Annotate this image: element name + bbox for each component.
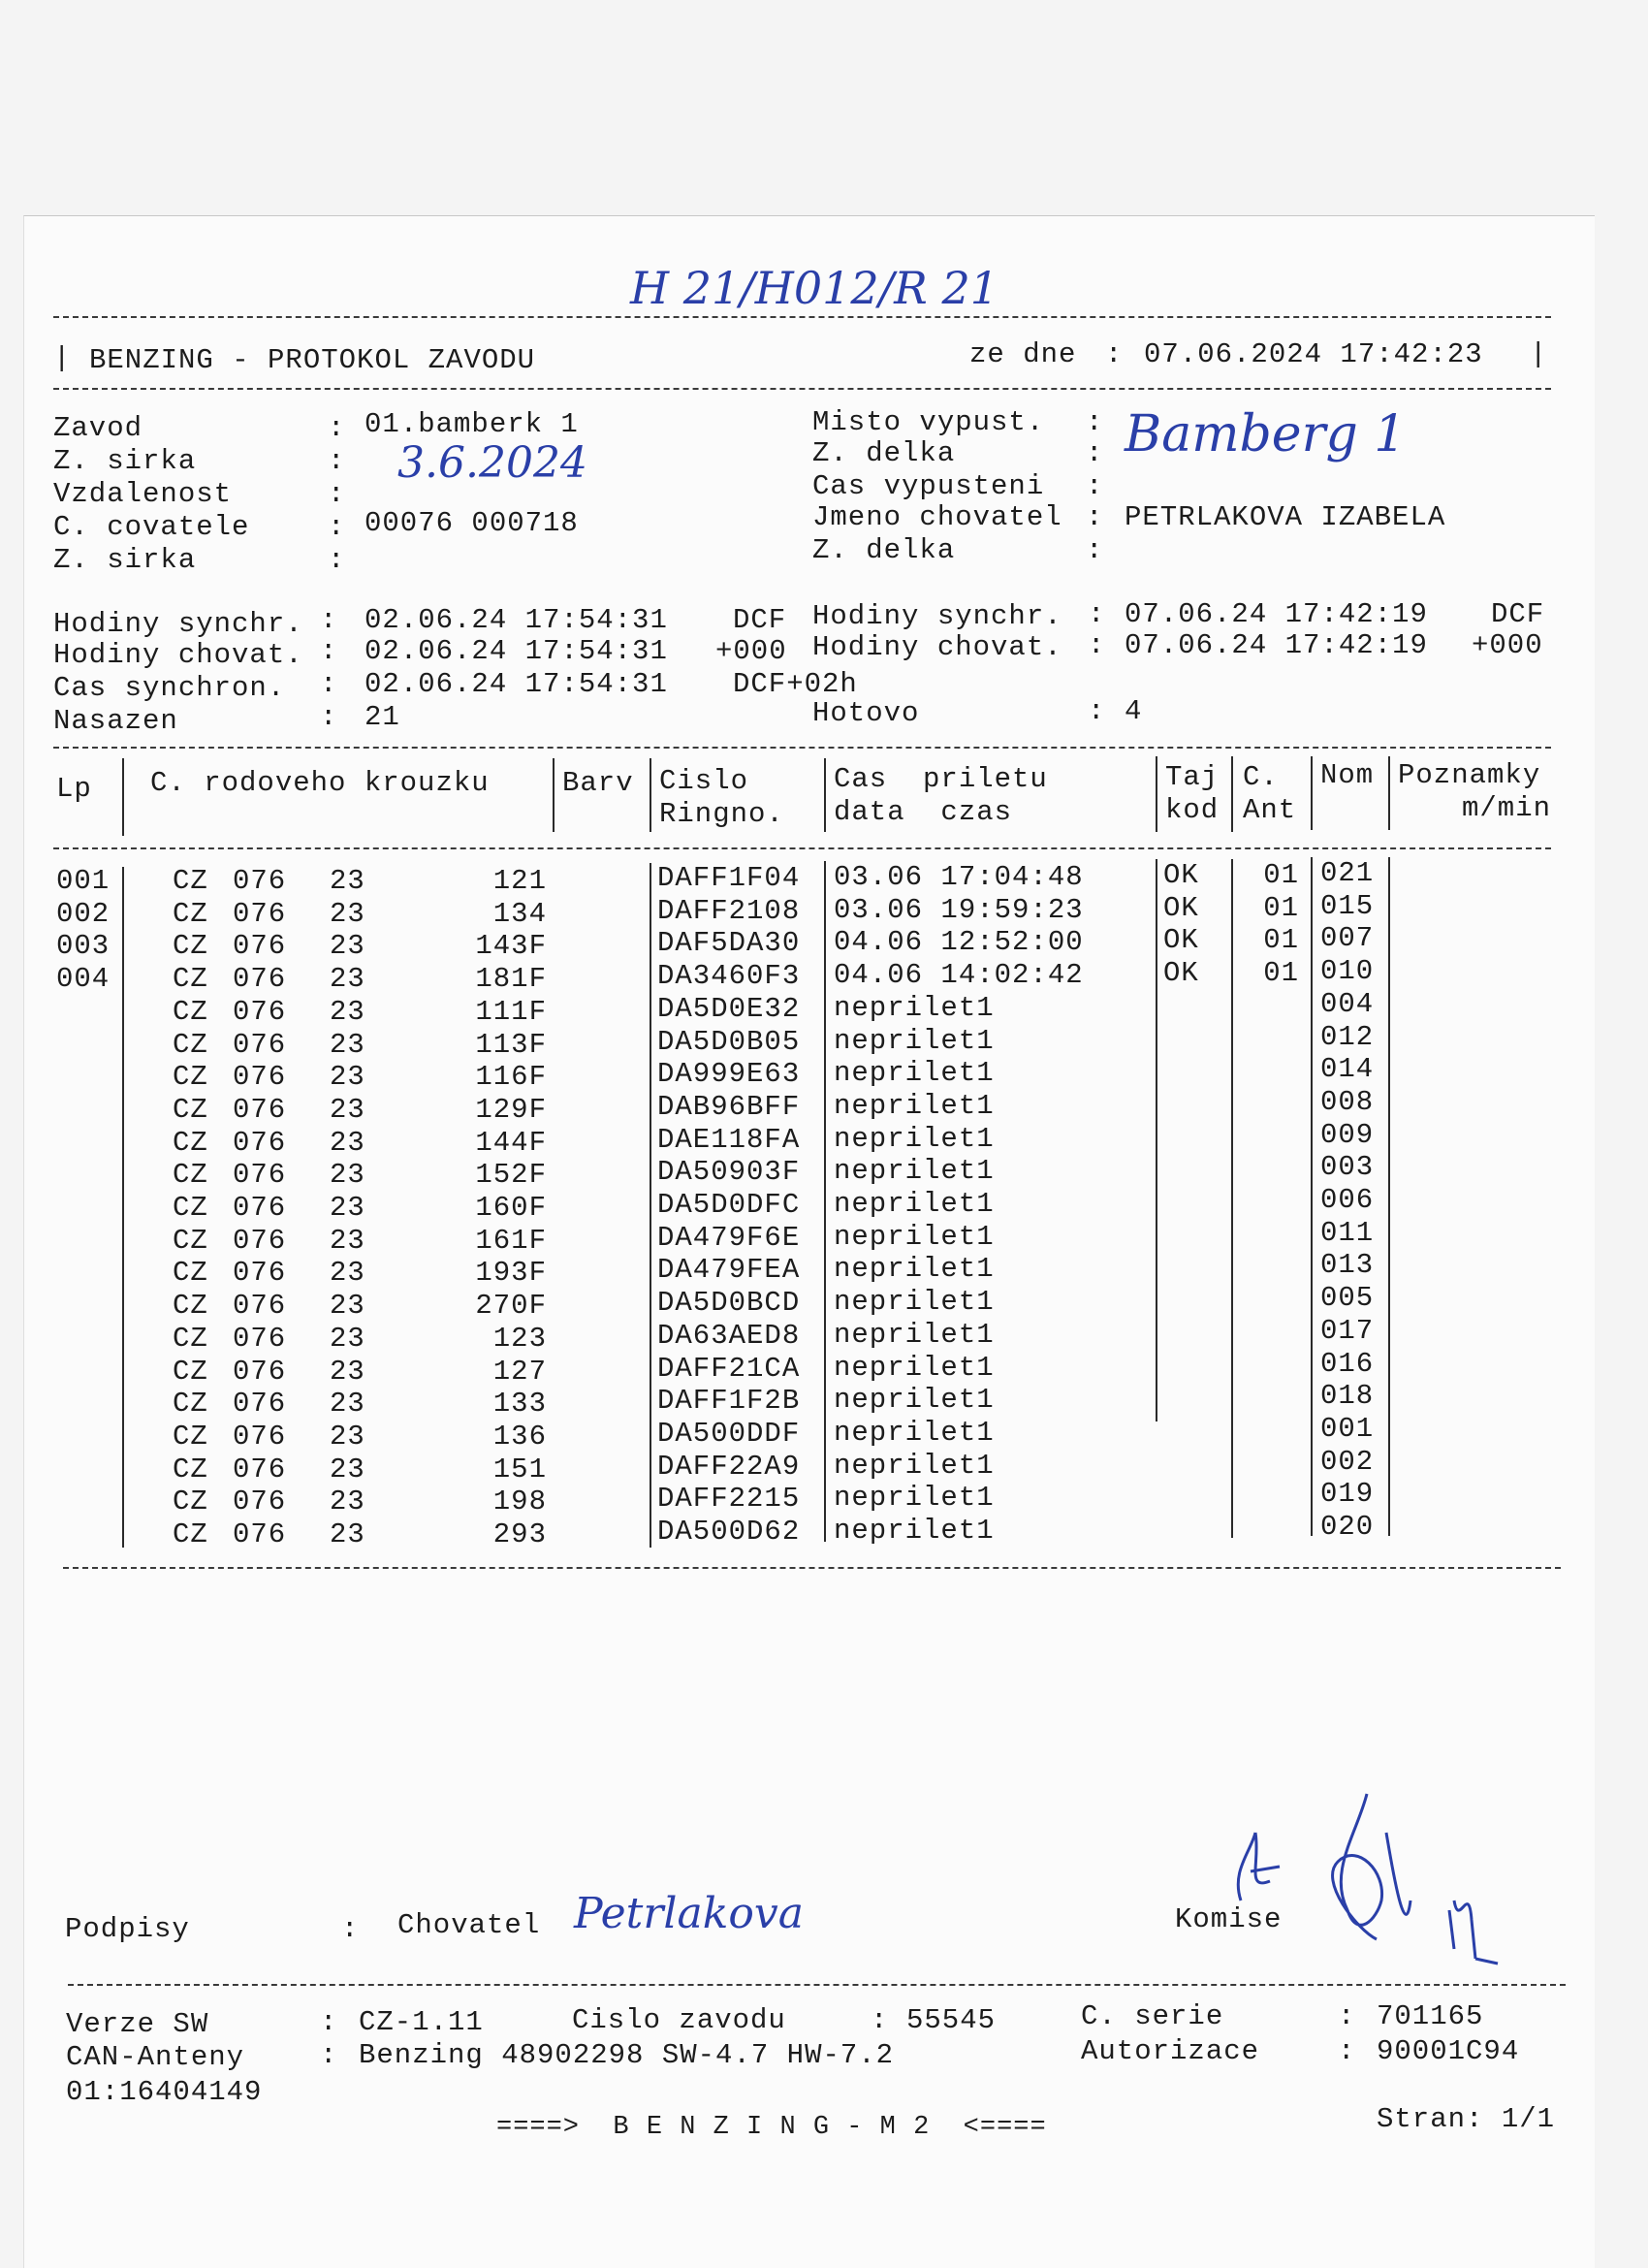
sync-label: Hodiny chovat.	[53, 639, 303, 671]
cell-chip: DAFF21CA	[657, 1353, 801, 1385]
cell-chip: DA500DDF	[657, 1418, 801, 1450]
commission-sign-label: Komise	[1175, 1903, 1283, 1935]
cell-antenna: 01	[1263, 892, 1299, 924]
page-title: BENZING - PROTOKOL ZAVODU	[89, 344, 536, 376]
cell-chip: DAF5DA30	[657, 927, 801, 959]
handwritten-place: Bamberg 1	[1125, 405, 1407, 463]
divider	[53, 388, 1551, 390]
sync-label: Cas synchron.	[53, 672, 286, 704]
cell-nom: 008	[1320, 1086, 1375, 1118]
cell-ring-number: 160F	[475, 1192, 547, 1224]
cell-ring-number: 193F	[475, 1257, 547, 1289]
cell-country: CZ	[173, 1127, 208, 1159]
can-colon: :	[320, 2039, 338, 2071]
auth-colon: :	[1338, 2035, 1356, 2067]
cell-org: 076	[233, 1518, 287, 1550]
cell-year: 23	[330, 898, 365, 930]
cell-year: 23	[330, 1485, 365, 1517]
sync-value: 4	[1125, 695, 1143, 727]
cell-org: 076	[233, 1029, 287, 1061]
column-separator	[122, 867, 124, 1548]
info-label: Z. sirka	[53, 544, 197, 576]
cell-country: CZ	[173, 1421, 208, 1453]
cell-ring-number: 129F	[475, 1094, 547, 1126]
info-value: PETRLAKOVA IZABELA	[1125, 501, 1446, 533]
info-colon: :	[1086, 437, 1104, 469]
auth-label: Autorizace	[1081, 2035, 1260, 2067]
col-header-cas-2: data czas	[834, 796, 1013, 828]
cell-ring-number: 181F	[475, 963, 547, 995]
sw-colon: :	[320, 2006, 338, 2038]
cell-chip: DA999E63	[657, 1058, 801, 1090]
cell-country: CZ	[173, 1356, 208, 1388]
cell-year: 23	[330, 1094, 365, 1126]
cell-ring-number: 134	[492, 898, 547, 930]
cell-year: 23	[330, 1029, 365, 1061]
cell-code: OK	[1163, 924, 1199, 956]
column-separator	[650, 758, 651, 832]
cell-org: 076	[233, 1257, 287, 1289]
col-header-ring: C. rodoveho krouzku	[150, 767, 490, 799]
date-colon: :	[1105, 338, 1124, 370]
cell-chip: DAFF2215	[657, 1483, 801, 1515]
sync-colon: :	[1088, 598, 1106, 630]
cell-chip: DAE118FA	[657, 1124, 801, 1156]
cell-year: 23	[330, 1453, 365, 1485]
cell-arrival: neprilet1	[834, 1188, 995, 1220]
column-separator	[824, 758, 826, 832]
cell-ring-number: 293	[492, 1518, 547, 1550]
column-separator	[1231, 859, 1233, 1538]
cell-chip: DA5D0B05	[657, 1026, 801, 1058]
breeder-signature: Petrlakova	[574, 1889, 804, 1938]
cell-country: CZ	[173, 1192, 208, 1224]
sync-label: Nasazen	[53, 705, 178, 737]
sw-label: Verze SW	[66, 2008, 209, 2040]
info-colon: :	[1086, 501, 1104, 533]
cell-org: 076	[233, 1453, 287, 1485]
cell-antenna: 01	[1263, 859, 1299, 891]
cell-arrival: neprilet1	[834, 1025, 995, 1057]
cell-nom: 016	[1320, 1348, 1375, 1380]
cell-chip: DAFF2108	[657, 895, 801, 927]
cell-country: CZ	[173, 1061, 208, 1093]
info-label: Cas vypusteni	[812, 470, 1045, 502]
sync-value: 02.06.24 17:54:31	[364, 668, 668, 700]
sync-label: Hotovo	[812, 697, 920, 729]
divider	[68, 1984, 1566, 1986]
cell-country: CZ	[173, 1159, 208, 1191]
info-label: Jmeno chovatel	[812, 501, 1062, 533]
sync-suffix: +000	[715, 635, 787, 667]
cell-nom: 017	[1320, 1315, 1375, 1347]
sync-label: Hodiny chovat.	[812, 631, 1062, 663]
cell-lp: 004	[56, 963, 111, 995]
cell-chip: DAFF22A9	[657, 1451, 801, 1483]
info-colon: :	[1086, 534, 1104, 566]
cell-org: 076	[233, 1159, 287, 1191]
cell-country: CZ	[173, 1094, 208, 1126]
cell-code: OK	[1163, 859, 1199, 891]
cell-nom: 009	[1320, 1119, 1375, 1151]
cell-org: 076	[233, 1094, 287, 1126]
col-header-taj-2: kod	[1165, 794, 1220, 826]
sync-suffix: +000	[1472, 629, 1543, 661]
sync-value: 07.06.24 17:42:19	[1125, 598, 1428, 630]
sync-colon: :	[320, 701, 338, 733]
sync-suffix: DCF	[733, 604, 787, 636]
cell-nom: 018	[1320, 1380, 1375, 1412]
info-label: Z. delka	[812, 534, 956, 566]
cell-year: 23	[330, 1388, 365, 1420]
column-separator	[1156, 756, 1157, 832]
page-number: Stran: 1/1	[1377, 2103, 1556, 2135]
col-header-c: C.	[1243, 761, 1279, 793]
column-separator	[1231, 756, 1233, 832]
cell-chip: DA5D0DFC	[657, 1189, 801, 1221]
cell-nom: 005	[1320, 1282, 1375, 1314]
cell-arrival: neprilet1	[834, 1286, 995, 1318]
cell-arrival: neprilet1	[834, 1123, 995, 1155]
info-colon: :	[328, 544, 346, 576]
info-colon: :	[1086, 470, 1104, 502]
column-separator	[1388, 857, 1390, 1536]
info-label: Z. delka	[812, 437, 956, 469]
cell-year: 23	[330, 1159, 365, 1191]
info-label: Vzdalenost	[53, 478, 233, 510]
info-colon: :	[1086, 406, 1104, 438]
cell-country: CZ	[173, 930, 208, 962]
cell-chip: DA63AED8	[657, 1320, 801, 1352]
cell-arrival: 03.06 19:59:23	[834, 894, 1084, 926]
sync-suffix: DCF+02h	[733, 668, 858, 700]
header-bar-right: |	[1530, 338, 1548, 370]
sync-colon: :	[1088, 695, 1106, 727]
divider	[53, 316, 1551, 318]
cell-ring-number: 270F	[475, 1290, 547, 1322]
cell-nom: 013	[1320, 1249, 1375, 1281]
info-colon: :	[328, 412, 346, 444]
cell-org: 076	[233, 865, 287, 897]
col-header-cas: Cas priletu	[834, 763, 1048, 795]
cell-ring-number: 121	[492, 865, 547, 897]
cell-year: 23	[330, 1127, 365, 1159]
cell-org: 076	[233, 996, 287, 1028]
signatures-colon: :	[341, 1913, 360, 1945]
cell-year: 23	[330, 1257, 365, 1289]
cell-country: CZ	[173, 865, 208, 897]
sync-colon: :	[320, 635, 338, 667]
cell-ring-number: 144F	[475, 1127, 547, 1159]
sync-colon: :	[320, 604, 338, 636]
race-number-value: 55545	[906, 2004, 997, 2036]
cell-arrival: neprilet1	[834, 1319, 995, 1351]
cell-country: CZ	[173, 1257, 208, 1289]
race-number-colon: :	[871, 2004, 889, 2036]
cell-nom: 015	[1320, 890, 1375, 922]
cell-arrival: neprilet1	[834, 1253, 995, 1285]
cell-arrival: neprilet1	[834, 1384, 995, 1416]
cell-arrival: neprilet1	[834, 1090, 995, 1122]
info-label: C. covatele	[53, 511, 250, 543]
col-header-pozn: Poznamky	[1398, 759, 1541, 791]
divider	[63, 1567, 1561, 1569]
cell-nom: 011	[1320, 1217, 1375, 1249]
divider	[53, 747, 1551, 749]
cell-chip: DA500D62	[657, 1516, 801, 1548]
cell-nom: 021	[1320, 857, 1375, 889]
cell-year: 23	[330, 996, 365, 1028]
cell-ring-number: 123	[492, 1323, 547, 1355]
cell-org: 076	[233, 898, 287, 930]
cell-chip: DA50903F	[657, 1156, 801, 1188]
col-header-nom: Nom	[1320, 759, 1375, 791]
cell-nom: 003	[1320, 1151, 1375, 1183]
cell-antenna: 01	[1263, 957, 1299, 989]
info-label: Z. sirka	[53, 445, 197, 477]
cell-org: 076	[233, 1356, 287, 1388]
column-separator	[1311, 756, 1313, 830]
cell-chip: DA5D0BCD	[657, 1287, 801, 1319]
cell-ring-number: 161F	[475, 1225, 547, 1257]
info-value: 00076 000718	[364, 507, 579, 539]
cell-arrival: neprilet1	[834, 992, 995, 1024]
col-header-cislo-2: Ringno.	[659, 798, 784, 830]
cell-year: 23	[330, 865, 365, 897]
cell-arrival: neprilet1	[834, 1417, 995, 1449]
cell-country: CZ	[173, 898, 208, 930]
cell-nom: 014	[1320, 1053, 1375, 1085]
cell-lp: 003	[56, 930, 111, 962]
col-header-cislo: Cislo	[659, 765, 749, 797]
cell-year: 23	[330, 1192, 365, 1224]
sync-label: Hodiny synchr.	[812, 600, 1062, 632]
can-label: CAN-Anteny	[66, 2041, 245, 2073]
sync-value: 21	[364, 701, 400, 733]
handwritten-date: 3.6.2024	[397, 438, 587, 488]
serial-colon: :	[1338, 2000, 1356, 2032]
cell-year: 23	[330, 930, 365, 962]
cell-arrival: neprilet1	[834, 1221, 995, 1253]
header-bar-left: |	[53, 342, 72, 374]
cell-year: 23	[330, 1518, 365, 1550]
cell-year: 23	[330, 963, 365, 995]
sync-colon: :	[320, 668, 338, 700]
sync-value: 02.06.24 17:54:31	[364, 635, 668, 667]
info-label: Misto vypust.	[812, 406, 1045, 438]
cell-arrival: neprilet1	[834, 1482, 995, 1514]
handwritten-code: H 21/H012/R 21	[630, 262, 998, 314]
cell-chip: DAFF1F2B	[657, 1385, 801, 1417]
cell-ring-number: 133	[492, 1388, 547, 1420]
sync-value: 02.06.24 17:54:31	[364, 604, 668, 636]
cell-nom: 012	[1320, 1021, 1375, 1053]
cell-chip: DAB96BFF	[657, 1091, 801, 1123]
cell-lp: 002	[56, 898, 111, 930]
cell-country: CZ	[173, 963, 208, 995]
cell-code: OK	[1163, 892, 1199, 924]
cell-year: 23	[330, 1225, 365, 1257]
breeder-sign-label: Chovatel	[397, 1909, 541, 1941]
cell-arrival: neprilet1	[834, 1515, 995, 1547]
cell-arrival: neprilet1	[834, 1057, 995, 1089]
cell-nom: 019	[1320, 1478, 1375, 1510]
col-header-taj: Taj	[1165, 761, 1220, 793]
can-value: Benzing 48902298 SW-4.7 HW-7.2	[359, 2039, 895, 2071]
cell-country: CZ	[173, 1323, 208, 1355]
cell-ring-number: 111F	[475, 996, 547, 1028]
cell-arrival: neprilet1	[834, 1450, 995, 1482]
cell-ring-number: 136	[492, 1421, 547, 1453]
info-value: 01.bamberk 1	[364, 408, 579, 440]
cell-org: 076	[233, 1127, 287, 1159]
cell-chip: DA3460F3	[657, 960, 801, 992]
cell-year: 23	[330, 1323, 365, 1355]
cell-chip: DAFF1F04	[657, 862, 801, 894]
column-separator	[824, 861, 826, 1542]
column-separator	[1388, 756, 1390, 830]
serial-value: 701165	[1377, 2000, 1484, 2032]
cell-ring-number: 116F	[475, 1061, 547, 1093]
column-separator	[650, 863, 651, 1548]
device-banner: ====> B E N Z I N G - M 2 <====	[496, 2113, 1047, 2142]
cell-org: 076	[233, 1421, 287, 1453]
sync-label: Hodiny synchr.	[53, 608, 303, 640]
cell-nom: 002	[1320, 1446, 1375, 1478]
antenna-id: 01:16404149	[66, 2076, 263, 2108]
cell-nom: 001	[1320, 1413, 1375, 1445]
info-colon: :	[328, 478, 346, 510]
cell-org: 076	[233, 1225, 287, 1257]
cell-nom: 004	[1320, 988, 1375, 1020]
cell-year: 23	[330, 1290, 365, 1322]
cell-org: 076	[233, 1323, 287, 1355]
cell-year: 23	[330, 1356, 365, 1388]
cell-ring-number: 143F	[475, 930, 547, 962]
cell-ring-number: 152F	[475, 1159, 547, 1191]
cell-year: 23	[330, 1421, 365, 1453]
cell-code: OK	[1163, 957, 1199, 989]
cell-country: CZ	[173, 1388, 208, 1420]
cell-ring-number: 151	[492, 1453, 547, 1485]
cell-chip: DA479FEA	[657, 1254, 801, 1286]
column-separator	[122, 758, 124, 836]
auth-value: 90001C94	[1377, 2035, 1520, 2067]
sync-value: 07.06.24 17:42:19	[1125, 629, 1428, 661]
sync-suffix: DCF	[1491, 598, 1545, 630]
cell-org: 076	[233, 963, 287, 995]
cell-lp: 001	[56, 865, 111, 897]
cell-org: 076	[233, 1290, 287, 1322]
commission-signature	[1212, 1774, 1503, 1968]
cell-org: 076	[233, 1485, 287, 1517]
cell-nom: 020	[1320, 1511, 1375, 1543]
column-separator	[553, 758, 555, 832]
divider	[53, 847, 1551, 849]
cell-arrival: neprilet1	[834, 1352, 995, 1384]
cell-country: CZ	[173, 1453, 208, 1485]
column-separator	[1311, 857, 1313, 1536]
cell-arrival: 04.06 12:52:00	[834, 926, 1084, 958]
cell-org: 076	[233, 1192, 287, 1224]
info-colon: :	[328, 511, 346, 543]
serial-label: C. serie	[1081, 2000, 1224, 2032]
sync-colon: :	[1088, 629, 1106, 661]
cell-country: CZ	[173, 1485, 208, 1517]
cell-org: 076	[233, 1388, 287, 1420]
info-label: Zavod	[53, 412, 143, 444]
sw-value: CZ-1.11	[359, 2006, 484, 2038]
col-header-barv: Barv	[562, 767, 634, 799]
race-number-label: Cislo zavodu	[572, 2004, 786, 2036]
col-header-lp: Lp	[56, 773, 92, 805]
col-header-c-2: Ant	[1243, 794, 1297, 826]
col-header-pozn-2 r: m/min	[1461, 792, 1551, 824]
cell-arrival: neprilet1	[834, 1155, 995, 1187]
date-value: 07.06.2024 17:42:23	[1144, 338, 1483, 370]
date-label: ze dne	[969, 338, 1077, 370]
cell-chip: DA479F6E	[657, 1222, 801, 1254]
cell-nom: 006	[1320, 1184, 1375, 1216]
cell-year: 23	[330, 1061, 365, 1093]
cell-country: CZ	[173, 1029, 208, 1061]
column-separator	[1156, 859, 1157, 1421]
cell-ring-number: 127	[492, 1356, 547, 1388]
cell-country: CZ	[173, 1518, 208, 1550]
cell-org: 076	[233, 1061, 287, 1093]
cell-arrival: 03.06 17:04:48	[834, 861, 1084, 893]
cell-arrival: 04.06 14:02:42	[834, 959, 1084, 991]
cell-chip: DA5D0E32	[657, 993, 801, 1025]
cell-nom: 007	[1320, 922, 1375, 954]
cell-org: 076	[233, 930, 287, 962]
cell-ring-number: 198	[492, 1485, 547, 1517]
info-colon: :	[328, 445, 346, 477]
cell-country: CZ	[173, 1225, 208, 1257]
cell-ring-number: 113F	[475, 1029, 547, 1061]
signatures-label: Podpisy	[65, 1913, 190, 1945]
cell-nom: 010	[1320, 955, 1375, 987]
cell-country: CZ	[173, 996, 208, 1028]
cell-country: CZ	[173, 1290, 208, 1322]
cell-antenna: 01	[1263, 924, 1299, 956]
